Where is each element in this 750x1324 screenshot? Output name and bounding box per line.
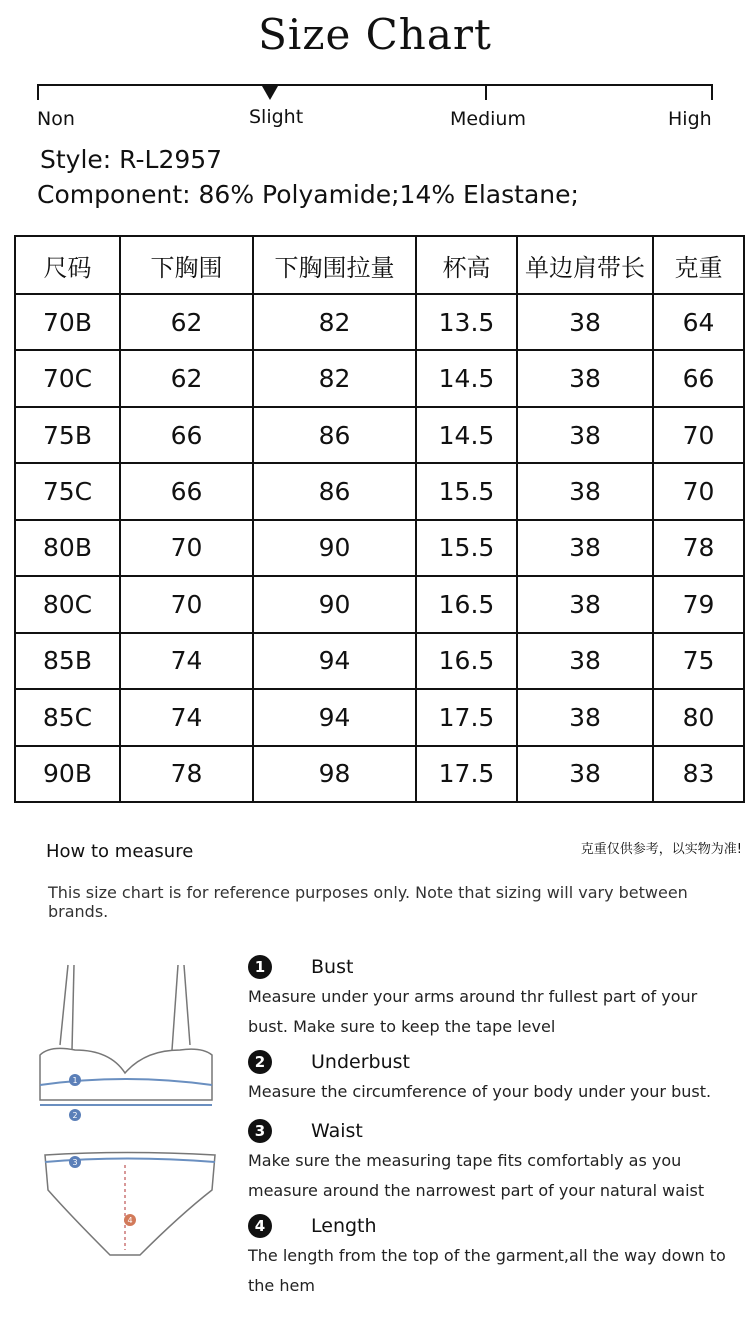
bust-line bbox=[40, 1079, 212, 1085]
table-row bbox=[15, 576, 744, 632]
cell-strap-length: 38 bbox=[517, 294, 653, 350]
cell-size: 70B bbox=[15, 294, 120, 350]
cell-weight: 83 bbox=[653, 746, 744, 803]
cell-size: 75B bbox=[15, 407, 120, 463]
bra-strap-left bbox=[60, 965, 68, 1045]
measure-item-length bbox=[248, 1213, 738, 1301]
cell-underbust: 74 bbox=[120, 689, 253, 745]
marker-1-label: 1 bbox=[72, 1076, 78, 1085]
measure-desc: Measure the circumference of your body under your bust. bbox=[248, 1082, 712, 1101]
cell-weight: 80 bbox=[653, 689, 744, 745]
table-row bbox=[15, 350, 744, 406]
table-row bbox=[15, 746, 744, 803]
marker-3-label: 3 bbox=[72, 1158, 78, 1167]
cell-cup-height: 15.5 bbox=[416, 520, 517, 576]
table-row bbox=[15, 633, 744, 689]
cell-underbust-stretch: 86 bbox=[253, 407, 416, 463]
measure-item-waist bbox=[248, 1118, 738, 1206]
measure-item-underbust bbox=[248, 1049, 738, 1107]
header-weight: 克重 bbox=[653, 236, 744, 294]
cell-underbust: 62 bbox=[120, 294, 253, 350]
cell-underbust: 74 bbox=[120, 633, 253, 689]
cell-strap-length: 38 bbox=[517, 463, 653, 519]
how-to-measure-heading: How to measure bbox=[46, 841, 194, 862]
cell-underbust: 62 bbox=[120, 350, 253, 406]
size-table bbox=[14, 235, 745, 803]
header-size: 尺码 bbox=[15, 236, 120, 294]
header-underbust: 下胸围 bbox=[120, 236, 253, 294]
measure-desc: Measure under your arms around thr fullest part of your bust. Make sure to keep the tape level bbox=[248, 987, 698, 1036]
measure-item-bust bbox=[248, 954, 738, 1042]
cell-size: 85B bbox=[15, 633, 120, 689]
cell-size: 70C bbox=[15, 350, 120, 406]
table-row bbox=[15, 520, 744, 576]
selected-level-marker bbox=[262, 86, 278, 100]
disclaimer-text: This size chart is for reference purposes only. Note that sizing will vary between brands. bbox=[48, 883, 688, 921]
table-row bbox=[15, 407, 744, 463]
cell-cup-height: 14.5 bbox=[416, 407, 517, 463]
cell-strap-length: 38 bbox=[517, 746, 653, 803]
cell-cup-height: 17.5 bbox=[416, 689, 517, 745]
number-2-icon: 2 bbox=[248, 1050, 272, 1074]
header-cup-height: 杯高 bbox=[416, 236, 517, 294]
component-text: Component: 86% Polyamide;14% Elastane; bbox=[37, 180, 579, 209]
measure-label: Waist bbox=[311, 1120, 363, 1142]
scale-label-non: Non bbox=[37, 108, 75, 130]
cell-underbust: 66 bbox=[120, 407, 253, 463]
cell-weight: 70 bbox=[653, 407, 744, 463]
cell-cup-height: 14.5 bbox=[416, 350, 517, 406]
table-row bbox=[15, 463, 744, 519]
marker-2-label: 2 bbox=[72, 1111, 78, 1120]
cell-size: 85C bbox=[15, 689, 120, 745]
number-4-icon: 4 bbox=[248, 1214, 272, 1238]
cell-underbust: 70 bbox=[120, 576, 253, 632]
cell-size: 80C bbox=[15, 576, 120, 632]
scale-line bbox=[37, 84, 713, 86]
scale-tick bbox=[711, 84, 713, 100]
measure-label: Length bbox=[311, 1215, 377, 1237]
cell-strap-length: 38 bbox=[517, 407, 653, 463]
scale-label-high: High bbox=[668, 108, 712, 130]
cell-underbust-stretch: 82 bbox=[253, 350, 416, 406]
table-header-row bbox=[15, 236, 744, 294]
table-row bbox=[15, 294, 744, 350]
cell-underbust-stretch: 98 bbox=[253, 746, 416, 803]
cell-cup-height: 16.5 bbox=[416, 633, 517, 689]
cell-weight: 70 bbox=[653, 463, 744, 519]
cell-cup-height: 16.5 bbox=[416, 576, 517, 632]
cell-weight: 78 bbox=[653, 520, 744, 576]
stretch-scale bbox=[37, 84, 713, 100]
style-code: Style: R-L2957 bbox=[40, 145, 223, 174]
weight-note: 克重仅供参考，以实物为准! bbox=[580, 842, 742, 857]
header-underbust-stretch: 下胸围拉量 bbox=[253, 236, 416, 294]
cell-underbust-stretch: 86 bbox=[253, 463, 416, 519]
measure-label: Underbust bbox=[311, 1051, 410, 1073]
cell-underbust-stretch: 94 bbox=[253, 689, 416, 745]
cell-underbust-stretch: 94 bbox=[253, 633, 416, 689]
cell-weight: 64 bbox=[653, 294, 744, 350]
cell-weight: 75 bbox=[653, 633, 744, 689]
cell-cup-height: 13.5 bbox=[416, 294, 517, 350]
garment-illustration bbox=[30, 955, 230, 1285]
cell-strap-length: 38 bbox=[517, 633, 653, 689]
cell-strap-length: 38 bbox=[517, 689, 653, 745]
scale-tick bbox=[485, 84, 487, 100]
cell-cup-height: 15.5 bbox=[416, 463, 517, 519]
cell-underbust-stretch: 90 bbox=[253, 520, 416, 576]
scale-tick bbox=[37, 84, 39, 100]
cell-weight: 79 bbox=[653, 576, 744, 632]
cell-underbust-stretch: 82 bbox=[253, 294, 416, 350]
page-title: Size Chart bbox=[258, 10, 492, 59]
bra-strap-right bbox=[172, 965, 178, 1050]
header-strap-length: 单边肩带长 bbox=[517, 236, 653, 294]
panty-body bbox=[45, 1153, 215, 1256]
scale-label-slight: Slight bbox=[249, 106, 304, 128]
cell-underbust: 66 bbox=[120, 463, 253, 519]
scale-label-medium: Medium bbox=[450, 108, 526, 130]
measure-desc: The length from the top of the garment,all the way down to the hem bbox=[248, 1246, 726, 1295]
cell-underbust-stretch: 90 bbox=[253, 576, 416, 632]
measure-desc: Make sure the measuring tape fits comfortably as you measure around the narrowest part of your natural waist bbox=[248, 1151, 705, 1200]
cell-underbust: 78 bbox=[120, 746, 253, 803]
cell-size: 80B bbox=[15, 520, 120, 576]
table-row bbox=[15, 689, 744, 745]
cell-cup-height: 17.5 bbox=[416, 746, 517, 803]
cell-strap-length: 38 bbox=[517, 576, 653, 632]
cell-underbust: 70 bbox=[120, 520, 253, 576]
cell-weight: 66 bbox=[653, 350, 744, 406]
measure-label: Bust bbox=[311, 956, 354, 978]
number-1-icon: 1 bbox=[248, 955, 272, 979]
cell-strap-length: 38 bbox=[517, 520, 653, 576]
number-3-icon: 3 bbox=[248, 1119, 272, 1143]
cell-strap-length: 38 bbox=[517, 350, 653, 406]
cell-size: 75C bbox=[15, 463, 120, 519]
marker-4-label: 4 bbox=[127, 1216, 133, 1225]
bra-body bbox=[40, 1048, 212, 1100]
cell-size: 90B bbox=[15, 746, 120, 803]
